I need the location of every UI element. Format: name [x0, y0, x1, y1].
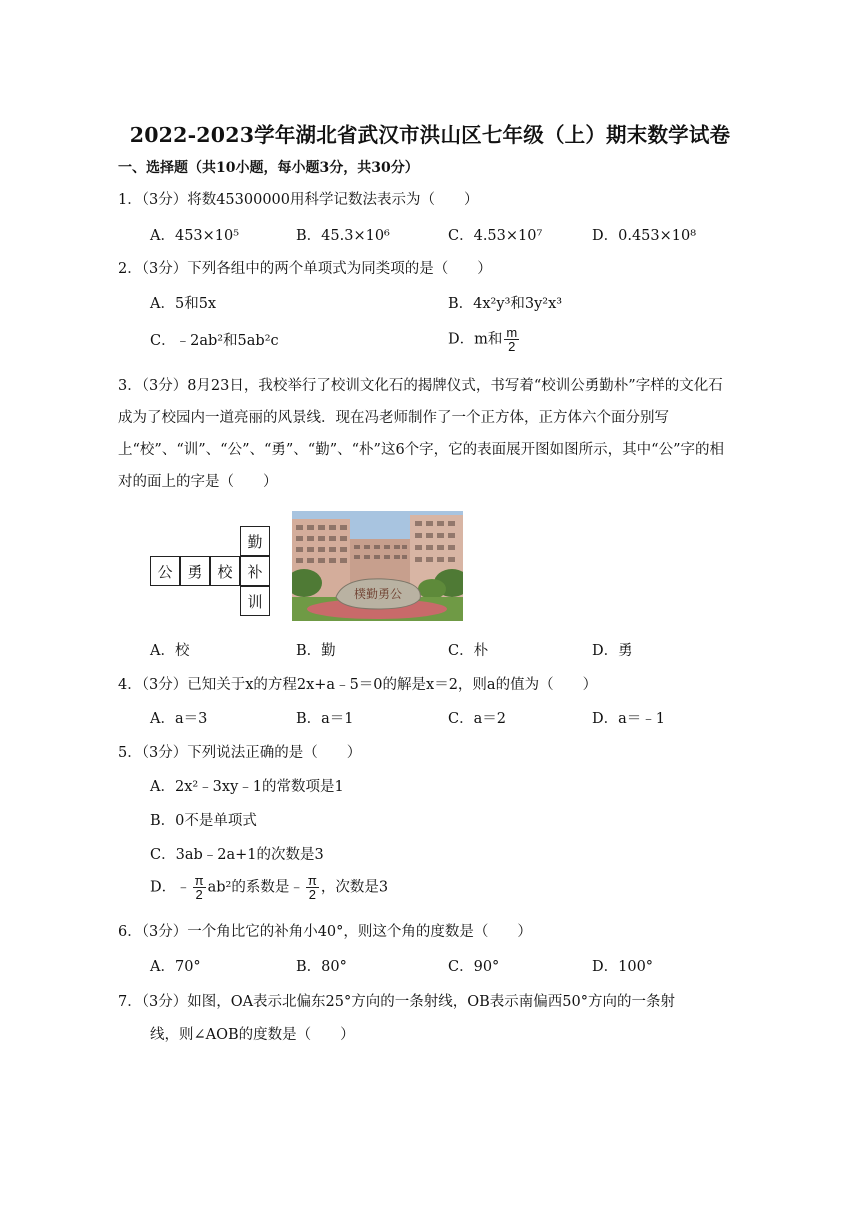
question-5-option-b[interactable]: B．0不是单项式: [150, 813, 257, 829]
fraction-numerator: π: [194, 873, 204, 888]
question-1-option-a[interactable]: A．453×10⁵: [150, 228, 240, 244]
question-3-option-a[interactable]: A．校: [150, 643, 190, 659]
net-face-gong: 公: [150, 556, 180, 586]
question-2-stem: 2．（3分）下列各组中的两个单项式为同类项的是（ ）: [118, 261, 492, 277]
question-1-option-d[interactable]: D．0.453×10⁸: [592, 228, 697, 244]
question-2-option-c[interactable]: C．﹣2ab²和5ab²c: [150, 333, 279, 349]
question-3-stem: 3．（3分）8月23日，我校举行了校训文化石的揭牌仪式，书写着“校训公勇勤朴”字样的文化石成为了校园内一道亮丽的风景线．现在冯老师制作了一个正方体，正方体六个面分别写上“校”、“训”、“公”、“勇”、“勤”、“朴”这6个字，它的表面展开图如图所示，其中“公”字的相对的面上的字是（ ）: [118, 378, 725, 490]
question-2-option-d[interactable]: [448, 326, 521, 353]
net-face-pu: 补: [240, 556, 270, 586]
stone-inscription: 樸勤勇公: [353, 587, 403, 601]
question-5-option-d-middle: ab²的系数是﹣: [207, 879, 304, 896]
fraction-denominator: 2: [508, 339, 516, 354]
question-5-stem: 5．（3分）下列说法正确的是（ ）: [118, 745, 362, 761]
fraction-pi-over-2-second: [306, 874, 319, 901]
section-heading: 一、选择题（共10小题，每小题3分，共30分）: [118, 160, 419, 176]
question-4-option-b[interactable]: B．a＝1: [296, 711, 354, 727]
question-5-option-d-suffix: ，次数是3: [320, 879, 389, 896]
fraction-pi-over-2: [193, 874, 206, 901]
question-1-stem: 1．（3分）将数45300000用科学记数法表示为（ ）: [118, 192, 479, 208]
campus-stone-photo: [292, 511, 463, 621]
fraction-denominator: 2: [308, 887, 316, 902]
question-2-option-d-prefix: D．m和: [448, 331, 503, 348]
question-5-option-d-prefix: D．﹣: [150, 879, 191, 896]
question-4-option-a[interactable]: A．a＝3: [150, 711, 208, 727]
fraction-numerator: π: [307, 873, 317, 888]
question-3-option-d[interactable]: D．勇: [592, 643, 633, 659]
question-7-stem-line-1: 7．（3分）如图，OA表示北偏东25°方向的一条射线，OB表示南偏西50°方向的一条射: [118, 994, 676, 1010]
fraction-m-over-2: [504, 326, 519, 353]
question-1-option-c[interactable]: C．4.53×10⁷: [448, 228, 543, 244]
question-6-stem: 6．（3分）一个角比它的补角小40°，则这个角的度数是（ ）: [118, 924, 532, 940]
net-face-yong: 勇: [180, 556, 210, 586]
question-2-option-b[interactable]: B．4x²y³和3y²x³: [448, 296, 563, 312]
question-6-option-c[interactable]: C．90°: [448, 959, 500, 975]
fraction-numerator: m: [506, 325, 518, 340]
question-4-stem: 4．（3分）已知关于x的方程2x+a﹣5＝0的解是x＝2，则a的值为（ ）: [118, 677, 598, 693]
question-2-option-a[interactable]: A．5和5x: [150, 296, 217, 312]
question-5-option-d[interactable]: [150, 874, 388, 901]
question-5-option-a[interactable]: A．2x²﹣3xy﹣1的常数项是1: [150, 779, 344, 795]
question-6-option-b[interactable]: B．80°: [296, 959, 347, 975]
question-1-option-b[interactable]: B．45.3×10⁶: [296, 228, 390, 244]
question-7-stem-line-2: 线，则∠AOB的度数是（ ）: [150, 1027, 355, 1043]
question-3-option-b[interactable]: B．勤: [296, 643, 336, 659]
net-face-qin: 勤: [240, 526, 270, 556]
question-6-option-a[interactable]: A．70°: [150, 959, 201, 975]
page-title: 2022-2023学年湖北省武汉市洪山区七年级（上）期末数学试卷: [129, 123, 731, 147]
question-6-option-d[interactable]: D．100°: [592, 959, 654, 975]
question-3-option-c[interactable]: C．朴: [448, 643, 489, 659]
question-4-option-c[interactable]: C．a＝2: [448, 711, 506, 727]
question-5-option-c[interactable]: C．3ab﹣2a+1的次数是3: [150, 847, 324, 863]
fraction-denominator: 2: [195, 887, 203, 902]
net-face-xun: 训: [240, 586, 270, 616]
net-face-xiao: 校: [210, 556, 240, 586]
question-4-option-d[interactable]: D．a＝﹣1: [592, 711, 665, 727]
